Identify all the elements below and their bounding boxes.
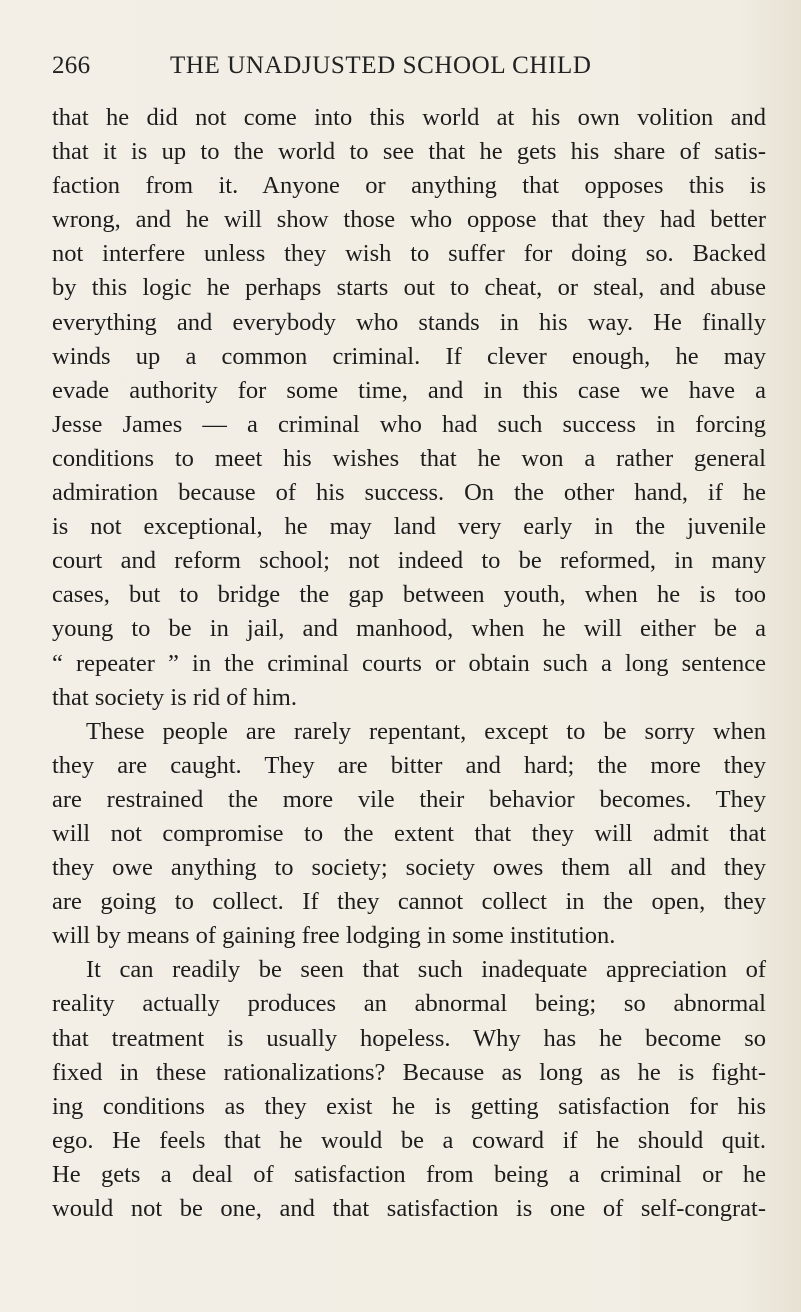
paragraph-1 [52, 101, 766, 715]
text-line: cases, but to bridge the gap between youth, when he is too [52, 581, 766, 609]
paragraph-3 [52, 953, 766, 1226]
text-line: winds up a common criminal. If clever enough, he may [52, 342, 766, 370]
text-line: by this logic he perhaps starts out to cheat, or steal, and abuse [52, 274, 766, 302]
text-line: conditions to meet his wishes that he won a rather general [52, 444, 766, 472]
text-line: ing conditions as they exist he is getting satisfaction for his [52, 1092, 766, 1120]
text-line: admiration because of his success. On the other hand, if he [52, 479, 766, 507]
text-line: are restrained the more vile their behavior becomes. They [52, 785, 766, 813]
page-number: 266 [52, 52, 91, 79]
text-line: wrong, and he will show those who oppose that they had better [52, 206, 766, 234]
text-line: will not compromise to the extent that they will admit that [52, 819, 766, 847]
text-line: court and reform school; not indeed to be reformed, in many [52, 547, 766, 575]
text-line: that he did not come into this world at his own volition and [52, 104, 766, 131]
text-line: fixed in these rationalizations? Because as long as he is fight- [52, 1058, 766, 1086]
body-text [52, 101, 766, 1226]
text-line: would not be one, and that satisfaction is one of self-congrat- [52, 1195, 766, 1222]
text-line: that it is up to the world to see that he gets his share of satis- [52, 138, 766, 166]
text-line: that treatment is usually hopeless. Why has he become so [52, 1024, 766, 1052]
text-line: young to be in jail, and manhood, when he will either be a [52, 615, 766, 643]
text-line: that society is rid of him. [52, 683, 297, 711]
text-line: ego. He feels that he would be a coward if he should quit. [52, 1126, 766, 1154]
text-line: not interfere unless they wish to suffer for doing so. Backed [52, 240, 766, 268]
text-line: they owe anything to society; society owes them all and they [52, 854, 766, 882]
text-line: everything and everybody who stands in his way. He finally [52, 308, 766, 336]
text-line: evade authority for some time, and in this case we have a [52, 376, 766, 404]
text-line: Jesse James — a criminal who had such success in forcing [52, 410, 766, 438]
text-line: they are caught. They are bitter and hard; the more they [52, 751, 766, 779]
text-line: faction from it. Anyone or anything that opposes this is [52, 172, 766, 200]
paragraph-2 [52, 715, 766, 954]
text-line: It can readily be seen that such inadequate appreciation of [86, 956, 766, 984]
page-header [52, 52, 752, 92]
text-line: “ repeater ” in the criminal courts or obtain such a long sentence [52, 649, 766, 677]
text-line: reality actually produces an abnormal being; so abnormal [52, 990, 766, 1018]
text-line: He gets a deal of satisfaction from being a criminal or he [52, 1160, 766, 1188]
text-line: These people are rarely repentant, except to be sorry when [86, 717, 766, 745]
text-line: are going to collect. If they cannot collect in the open, they [52, 888, 766, 916]
text-line: is not exceptional, he may land very early in the juvenile [52, 513, 766, 541]
running-title: THE UNADJUSTED SCHOOL CHILD [170, 52, 592, 79]
text-line: will by means of gaining free lodging in some institution. [52, 922, 616, 950]
